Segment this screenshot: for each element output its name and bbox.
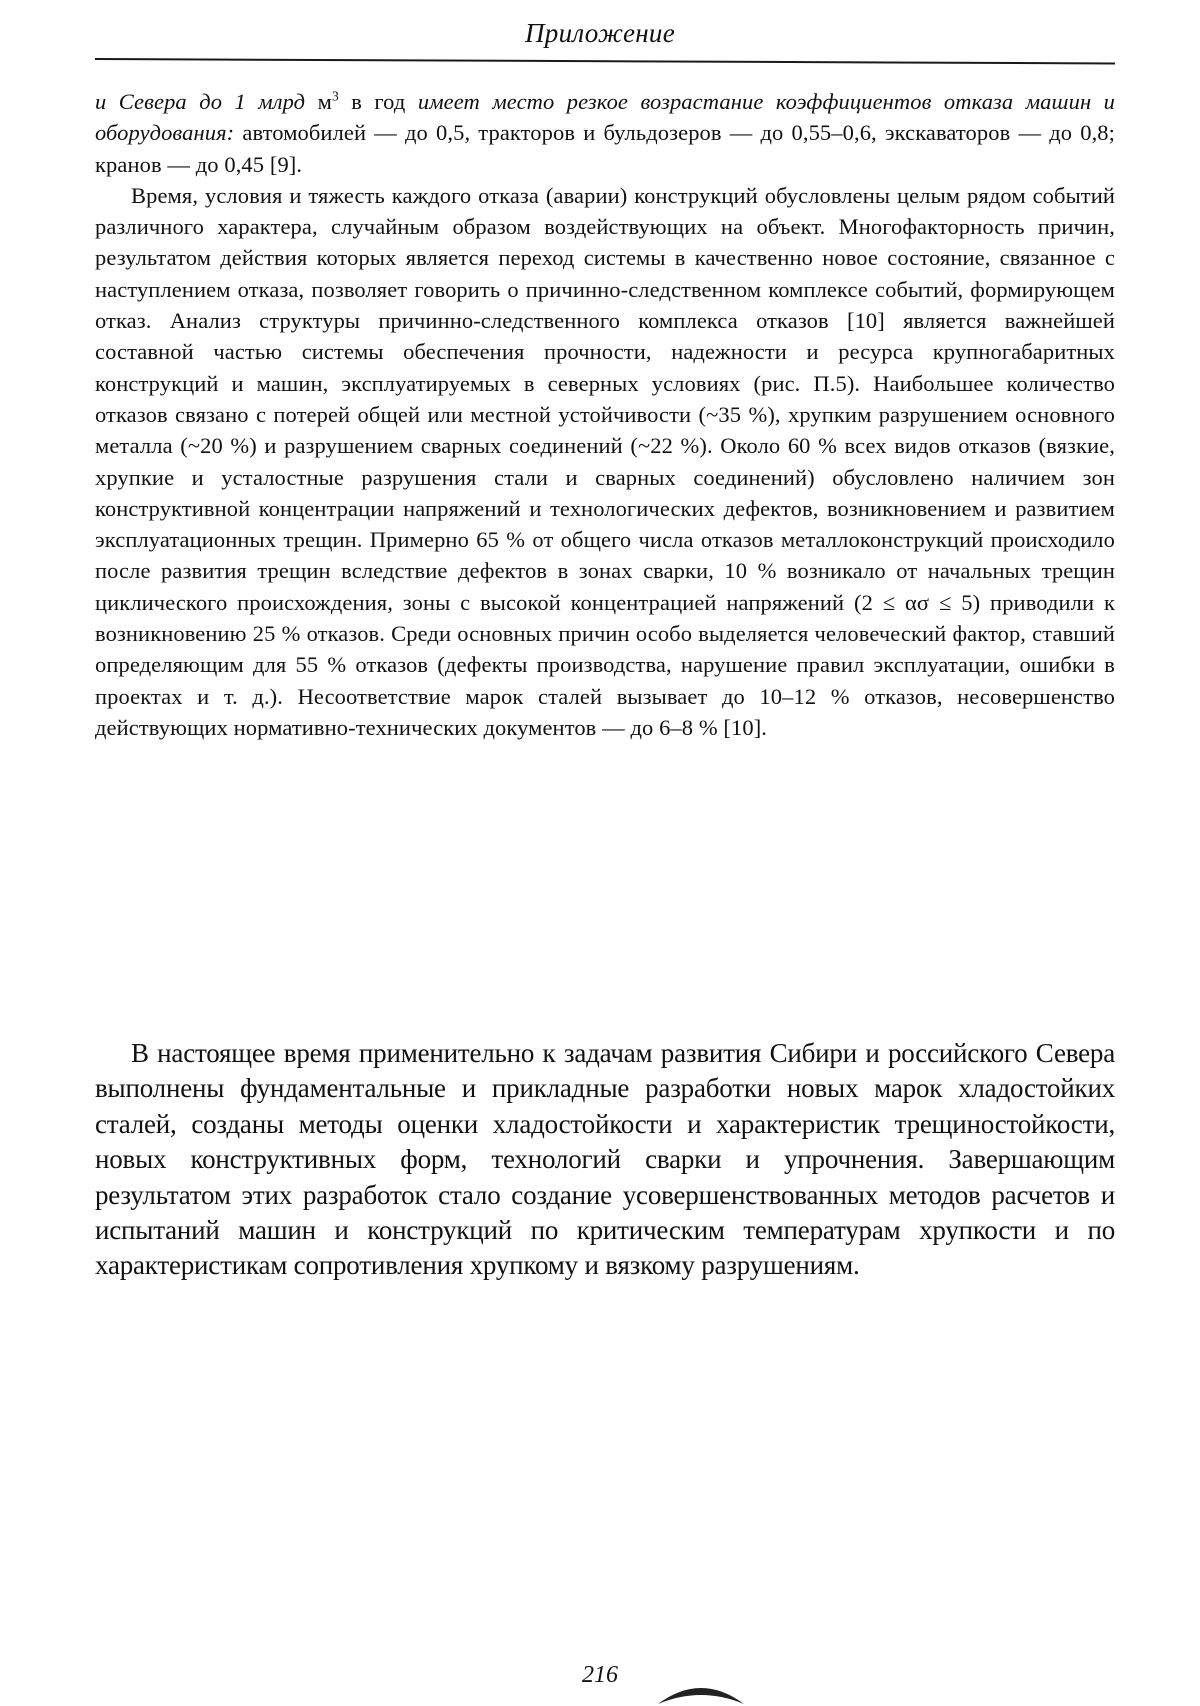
paragraph-1-unit: м <box>305 89 332 114</box>
paragraph-1-superscript: 3 <box>331 88 339 104</box>
paragraph-current-developments: В настоящее время применительно к задачам развития Сибири и российского Севера выполнены фундаментальные и прикладные разработки новых марок хладостойких сталей, созданы методы оценки хладостойкости и характеристик трещиностойкости, новых конструктивных форм, технологий сварки и упрочнения. Завершающим результатом этих разработок стало создание усовершенствованных методов расчетов и испытаний машин и конструкций по критическим температурам хрупкости и по характеристикам сопротивления хрупкому и вязкому разрушениям. <box>95 1038 1115 1281</box>
page-number: 216 <box>582 1662 618 1688</box>
body-text-large <box>95 1036 1115 1284</box>
paragraph-1-text-e: автомобилей — до 0,5, тракторов и бульдозеров — до 0,55–0,6, экскаваторов — до 0,8; кранов — до 0,45 [9]. <box>95 120 1115 177</box>
paragraph-1-italic-a: и Севера до 1 млрд <box>95 89 306 114</box>
body-text-small <box>95 86 1115 743</box>
paragraph-failure-analysis: Время, условия и тяжесть каждого отказа (аварии) конструкций обусловлены целым рядом событий различного характера, случайным образом воздействующих на объект. Многофакторность причин, результатом действия которых является переход системы в качественно новое состояние, связанное с наступлением отказа, позволяет говорить о причинно-следственном комплексе событий, формирующем отказ. Анализ структуры причинно-следственного комплекса отказов [10] является важнейшей составной частью системы обеспечения прочности, надежности и ресурса крупногабаритных конструкций и машин, эксплуатируемых в северных условиях (рис. П.5). Наибольшее количество отказов связано с потерей общей или местной устойчивости (~35 %), хрупким разрушением основного металла (~20 %) и разрушением сварных соединений (~22 %). Около 60 % всех видов отказов (вязкие, хрупкие и усталостные разрушения стали и сварных соединений) обусловлено наличием зон конструктивной концентрации напряжений и технологических дефектов, возникновением и развитием эксплуатационных трещин. Примерно 65 % от общего числа отказов металлоконструкций происходило после развития трещин вследствие дефектов в зонах сварки, 10 % возникало от начальных трещин циклического происхождения, зоны с высокой концентрацией напряжений (2 ≤ ασ ≤ 5) приводили к возникновению 25 % отказов. Среди основных причин особо выделяется человеческий фактор, ставший определяющим для 55 % отказов (дефекты производства, нарушение правил эксплуатации, ошибки в проектах и т. д.). Несоответствие марок сталей вызывает до 10–12 % отказов, несовершенство действующих нормативно-технических документов — до 6–8 % [10]. <box>95 182 1115 740</box>
paragraph-continuation <box>95 86 1115 180</box>
paragraph-1-text-c: в год <box>338 89 418 114</box>
header-rule <box>95 58 1115 64</box>
paragraph-1-italic-d: имеет место резкое возрастание коэффициентов отказа машин и оборудования: <box>95 89 1115 146</box>
folio-ornament-icon <box>656 1676 746 1706</box>
running-head: Приложение <box>524 18 676 48</box>
